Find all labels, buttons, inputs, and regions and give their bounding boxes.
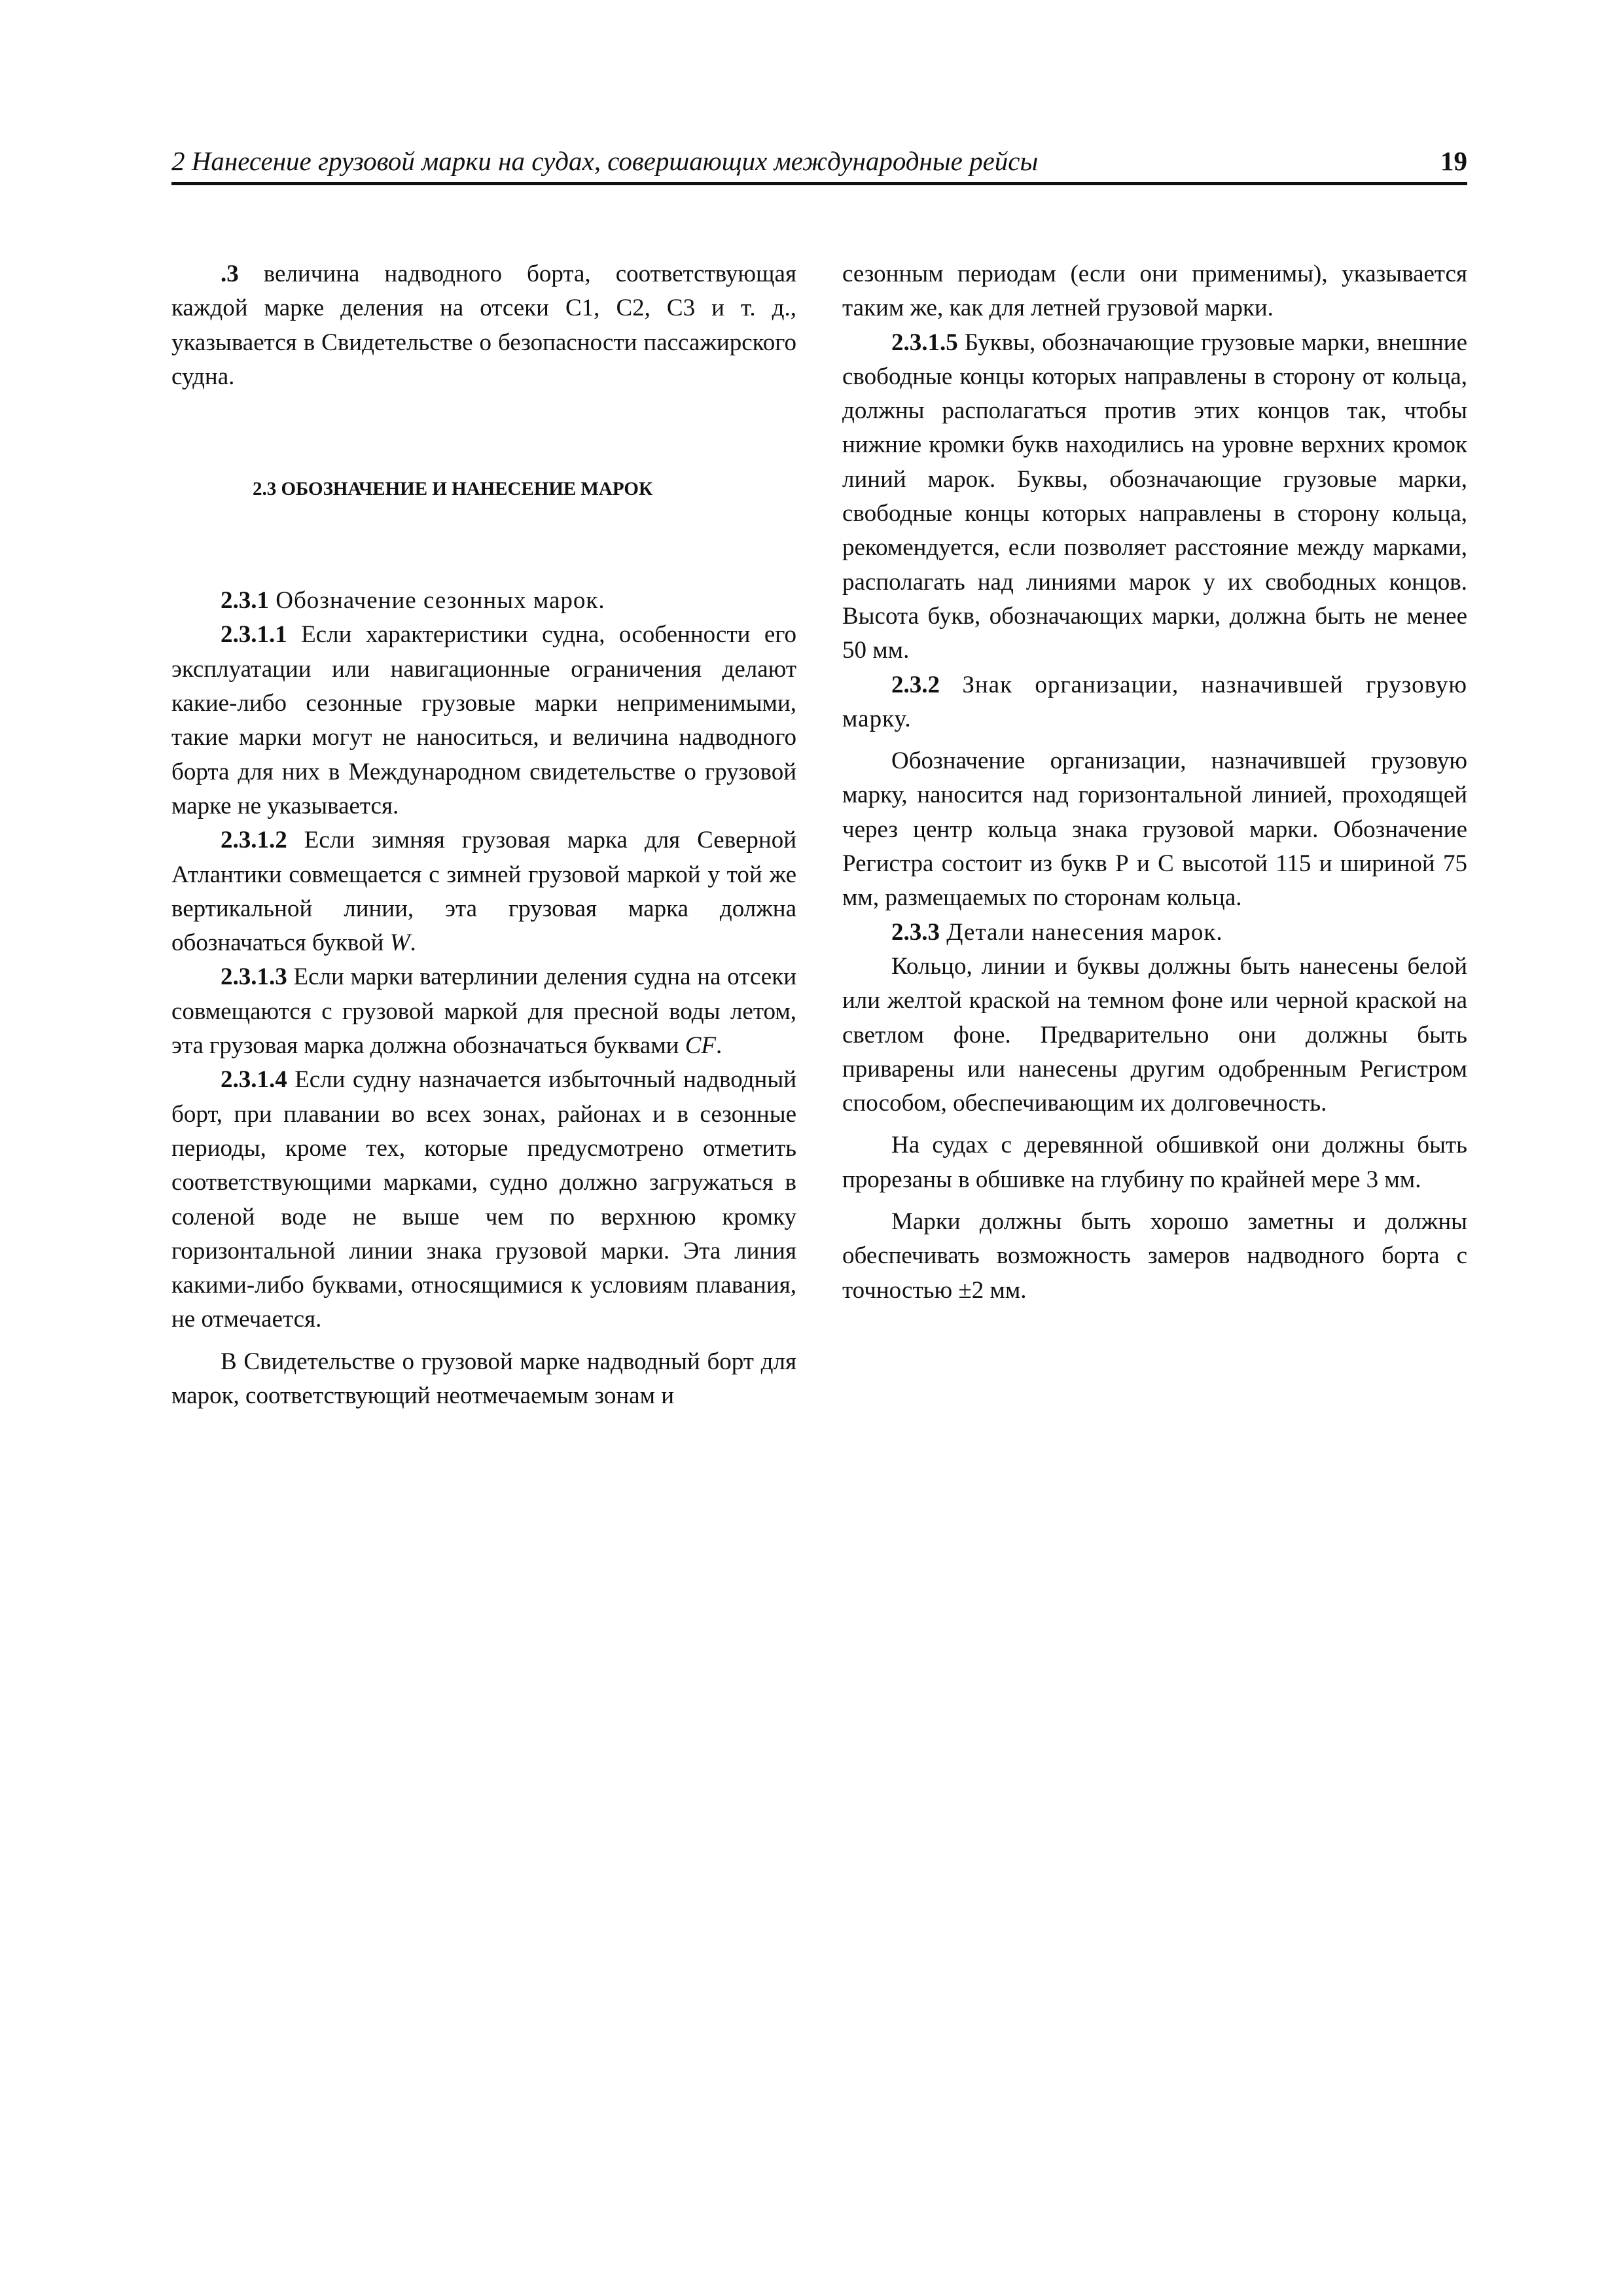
paragraph-text-end: . [410, 929, 416, 957]
subsection-number: 2.3.2 [891, 671, 940, 698]
paragraph-continuation: сезонным периодам (если они применимы), указывается таким же, как для летней грузовой марки. [842, 260, 1467, 322]
paragraph-wooden-hull: На судах с деревянной обшивкой они должны быть прорезаны в обшивке на глубину по крайней мере 3 мм. [842, 1132, 1467, 1193]
paragraph-text: Буквы, обозначающие грузовые марки, внешние свободные концы которых направлены в сторону от кольца, должны располагаться против этих концов так, чтобы нижние кромки букв находились на уровне верхних кромок линий марок. Буквы, обозначающие грузовые марки, свободные концы которых направлены в сторону кольца, рекомендуется, если позволяет расстояние между марками, располагать над линиями марок у их свободных концов. Высота букв, обозначающих марки, должна быть не менее 50 мм. [842, 329, 1467, 664]
paragraph-text-end: . [715, 1032, 722, 1060]
paragraph-certificate: В Свидетельстве о грузовой марке надводный борт для марок, соответствующий неотмечаемым зонам и [171, 1348, 796, 1410]
paragraph-number: 2.3.1.2 [221, 827, 287, 854]
paragraph-number: 2.3.1.4 [221, 1066, 287, 1094]
subsection-heading-2-3-3 [842, 916, 1467, 950]
paragraph-2-3-1-5 [842, 326, 1467, 668]
paragraph-organization-mark: Обозначение организации, назначившей грузовую марку, наносится над горизонтальной линией, проходящей через центр кольца знака грузовой марки. Обозначение Регистра состоит из букв Р и С высотой 115 и шириной 75 мм, размещаемых по сторонам кольца. [842, 747, 1467, 912]
letter-mark: W [389, 929, 410, 957]
page-number: 19 [1440, 146, 1467, 176]
item-number: .3 [221, 260, 239, 287]
paragraph-text: Если зимняя грузовая марка для Северной Атлантики совмещается с зимней грузовой маркой у той же вертикальной линии, эта грузовая марка должна обозначаться буквой [171, 827, 796, 957]
letter-mark: CF [685, 1032, 716, 1060]
paragraph-number: 2.3.1.1 [221, 621, 287, 649]
subsection-title: Детали нанесения марок. [940, 918, 1223, 946]
section-heading-2-3: 2.3 ОБОЗНАЧЕНИЕ И НАНЕСЕНИЕ МАРОК [253, 478, 652, 500]
paragraph-text: величина надводного борта, соответствующая каждой марке деления на отсеки С1, С2, С3 и т. д., указывается в Свидетельстве о безопасности пассажирского судна. [171, 260, 796, 390]
subsection-heading-2-3-1 [171, 584, 796, 618]
subsection-number: 2.3.1 [221, 587, 269, 615]
paragraph-2-3-1-2 [171, 823, 796, 960]
paragraph-text: Если характеристики судна, особенности его эксплуатации или навигационные ограничения делают какие-либо сезонные грузовые марки неприменимыми, такие марки могут не наноситься, и величина надводного борта для них в Международном свидетельстве о грузовой марке не указывается. [171, 621, 796, 819]
right-column [842, 257, 1467, 1308]
paragraph-2-3-1-3 [171, 960, 796, 1063]
paragraph-visibility: Марки должны быть хорошо заметны и должны обеспечивать возможность замеров надводного борта с точностью ±2 мм. [842, 1208, 1467, 1304]
paragraph-2-3-1-4 [171, 1063, 796, 1336]
paragraph-2-3-1-1 [171, 618, 796, 823]
running-header-title: 2 Нанесение грузовой марки на судах, совершающих международные рейсы [171, 146, 1039, 176]
subsection-heading-2-3-2 [842, 668, 1467, 737]
running-header [171, 143, 1467, 185]
paragraph-text: Если судну назначается избыточный надводный борт, при плавании во всех зонах, районах и в сезонные периоды, кроме тех, которые предусмотрено отметить соответствующими марками, судно должно загружаться в соленой воде не выше чем по верхнюю кромку горизонтальной линии знака грузовой марки. Эта линия какими-либо буквами, относящимися к условиям плавания, не отмечается. [171, 1066, 796, 1333]
paragraph-text: Если марки ватерлинии деления судна на отсеки совмещаются с грузовой маркой для пресной воды летом, эта грузовая марка должна обозначаться буквами [171, 963, 796, 1060]
left-column [171, 257, 796, 1413]
subsection-title: Обозначение сезонных марок. [269, 587, 605, 615]
subsection-title: Знак организации, назначившей грузовую марку. [842, 671, 1467, 732]
paragraph-number: 2.3.1.5 [891, 329, 958, 356]
paragraph-item-3 [171, 257, 796, 394]
subsection-number: 2.3.3 [891, 918, 940, 946]
paragraph-number: 2.3.1.3 [221, 963, 287, 991]
paragraph-ring-paint: Кольцо, линии и буквы должны быть нанесены белой или желтой краской на темном фоне или черной краской на светлом фоне. Предварительно они должны быть приварены или нанесены другим одобренным Регистром способом, обеспечивающим их долговечность. [842, 952, 1467, 1117]
